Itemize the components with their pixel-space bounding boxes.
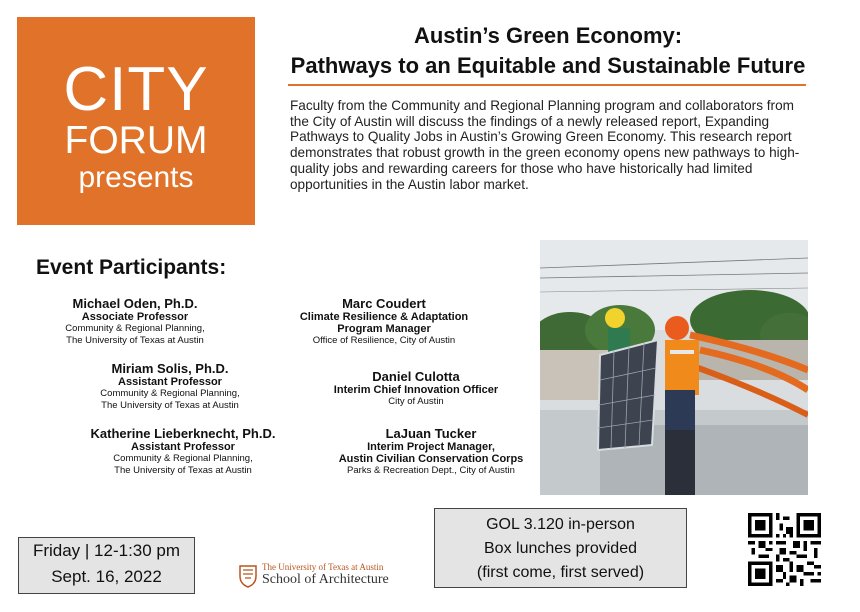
participant-name: Daniel Culotta (372, 369, 460, 384)
participant-role: Program Manager (337, 323, 431, 335)
participant-name: Marc Coudert (342, 296, 426, 311)
participant-michael-oden (40, 296, 230, 347)
participant-affiliation: City of Austin (388, 396, 444, 407)
participant-affiliation: Community & Regional Planning, (113, 453, 253, 464)
qr-code-icon[interactable] (748, 513, 821, 586)
event-date-box (18, 537, 195, 594)
event-lunch: Box lunches provided (484, 540, 637, 557)
event-title (268, 22, 828, 80)
participant-role: Interim Project Manager, (367, 441, 495, 453)
participant-miriam-solis (70, 361, 270, 412)
participant-daniel-culotta (318, 369, 514, 408)
title-line-2: Pathways to an Equitable and Sustainable Future (290, 53, 806, 78)
participant-role: Interim Chief Innovation Officer (333, 384, 499, 396)
participant-role: Assistant Professor (118, 376, 222, 388)
ut-seal-icon (238, 564, 258, 588)
participant-name: Miriam Solis, Ph.D. (111, 361, 229, 376)
participant-lajuan-tucker (326, 426, 536, 477)
participant-affiliation: Community & Regional Planning, (100, 388, 240, 399)
participant-role: Austin Civilian Conservation Corps (338, 453, 524, 465)
participant-name: Michael Oden, Ph.D. (72, 296, 198, 311)
event-date: Sept. 16, 2022 (51, 567, 162, 586)
title-divider (288, 84, 806, 86)
participant-affiliation: The University of Texas at Austin (101, 400, 239, 411)
logo-city: CITY (63, 55, 209, 124)
participant-role: Associate Professor (81, 311, 189, 323)
participant-name: LaJuan Tucker (385, 426, 477, 441)
participant-katherine-lieberknecht (78, 426, 288, 477)
event-time: Friday | 12-1:30 pm (32, 541, 181, 560)
event-lunch-note: (first come, first served) (476, 564, 645, 581)
school-name: School of Architecture (262, 572, 389, 587)
participant-affiliation: Office of Resilience, City of Austin (312, 335, 456, 346)
participant-role: Assistant Professor (131, 441, 235, 453)
participants-heading: Event Participants: (36, 256, 227, 279)
solar-workers-photo (540, 240, 808, 495)
title-line-1: Austin’s Green Economy: (413, 23, 683, 48)
participant-affiliation: The University of Texas at Austin (66, 335, 204, 346)
logo-forum: FORUM (64, 119, 208, 162)
event-info-box (434, 508, 687, 588)
participant-affiliation: Community & Regional Planning, (65, 323, 205, 334)
participant-name: Katherine Lieberknecht, Ph.D. (90, 426, 276, 441)
participant-affiliation: Parks & Recreation Dept., City of Austin (347, 465, 515, 476)
participant-role: Climate Resilience & Adaptation (299, 311, 469, 323)
participant-marc-coudert (286, 296, 482, 347)
city-forum-logo (17, 17, 255, 225)
event-location: GOL 3.120 in-person (486, 516, 635, 533)
logo-presents: presents (78, 161, 194, 194)
school-university: The University of Texas at Austin (262, 562, 384, 572)
school-logo (238, 562, 398, 592)
event-description: Faculty from the Community and Regional Planning program and collaborators from the City of Austin will discuss the findings of a newly released report, Expanding Pathways to Quality Jobs in Austin’s Growing Green Economy. This research report demonstrates that robust growth in the green economy opens new pathways to high-quality jobs and rewarding careers for those who have historically had limited opportunities in the Austin labor market. (290, 98, 800, 192)
participant-affiliation: The University of Texas at Austin (114, 465, 252, 476)
